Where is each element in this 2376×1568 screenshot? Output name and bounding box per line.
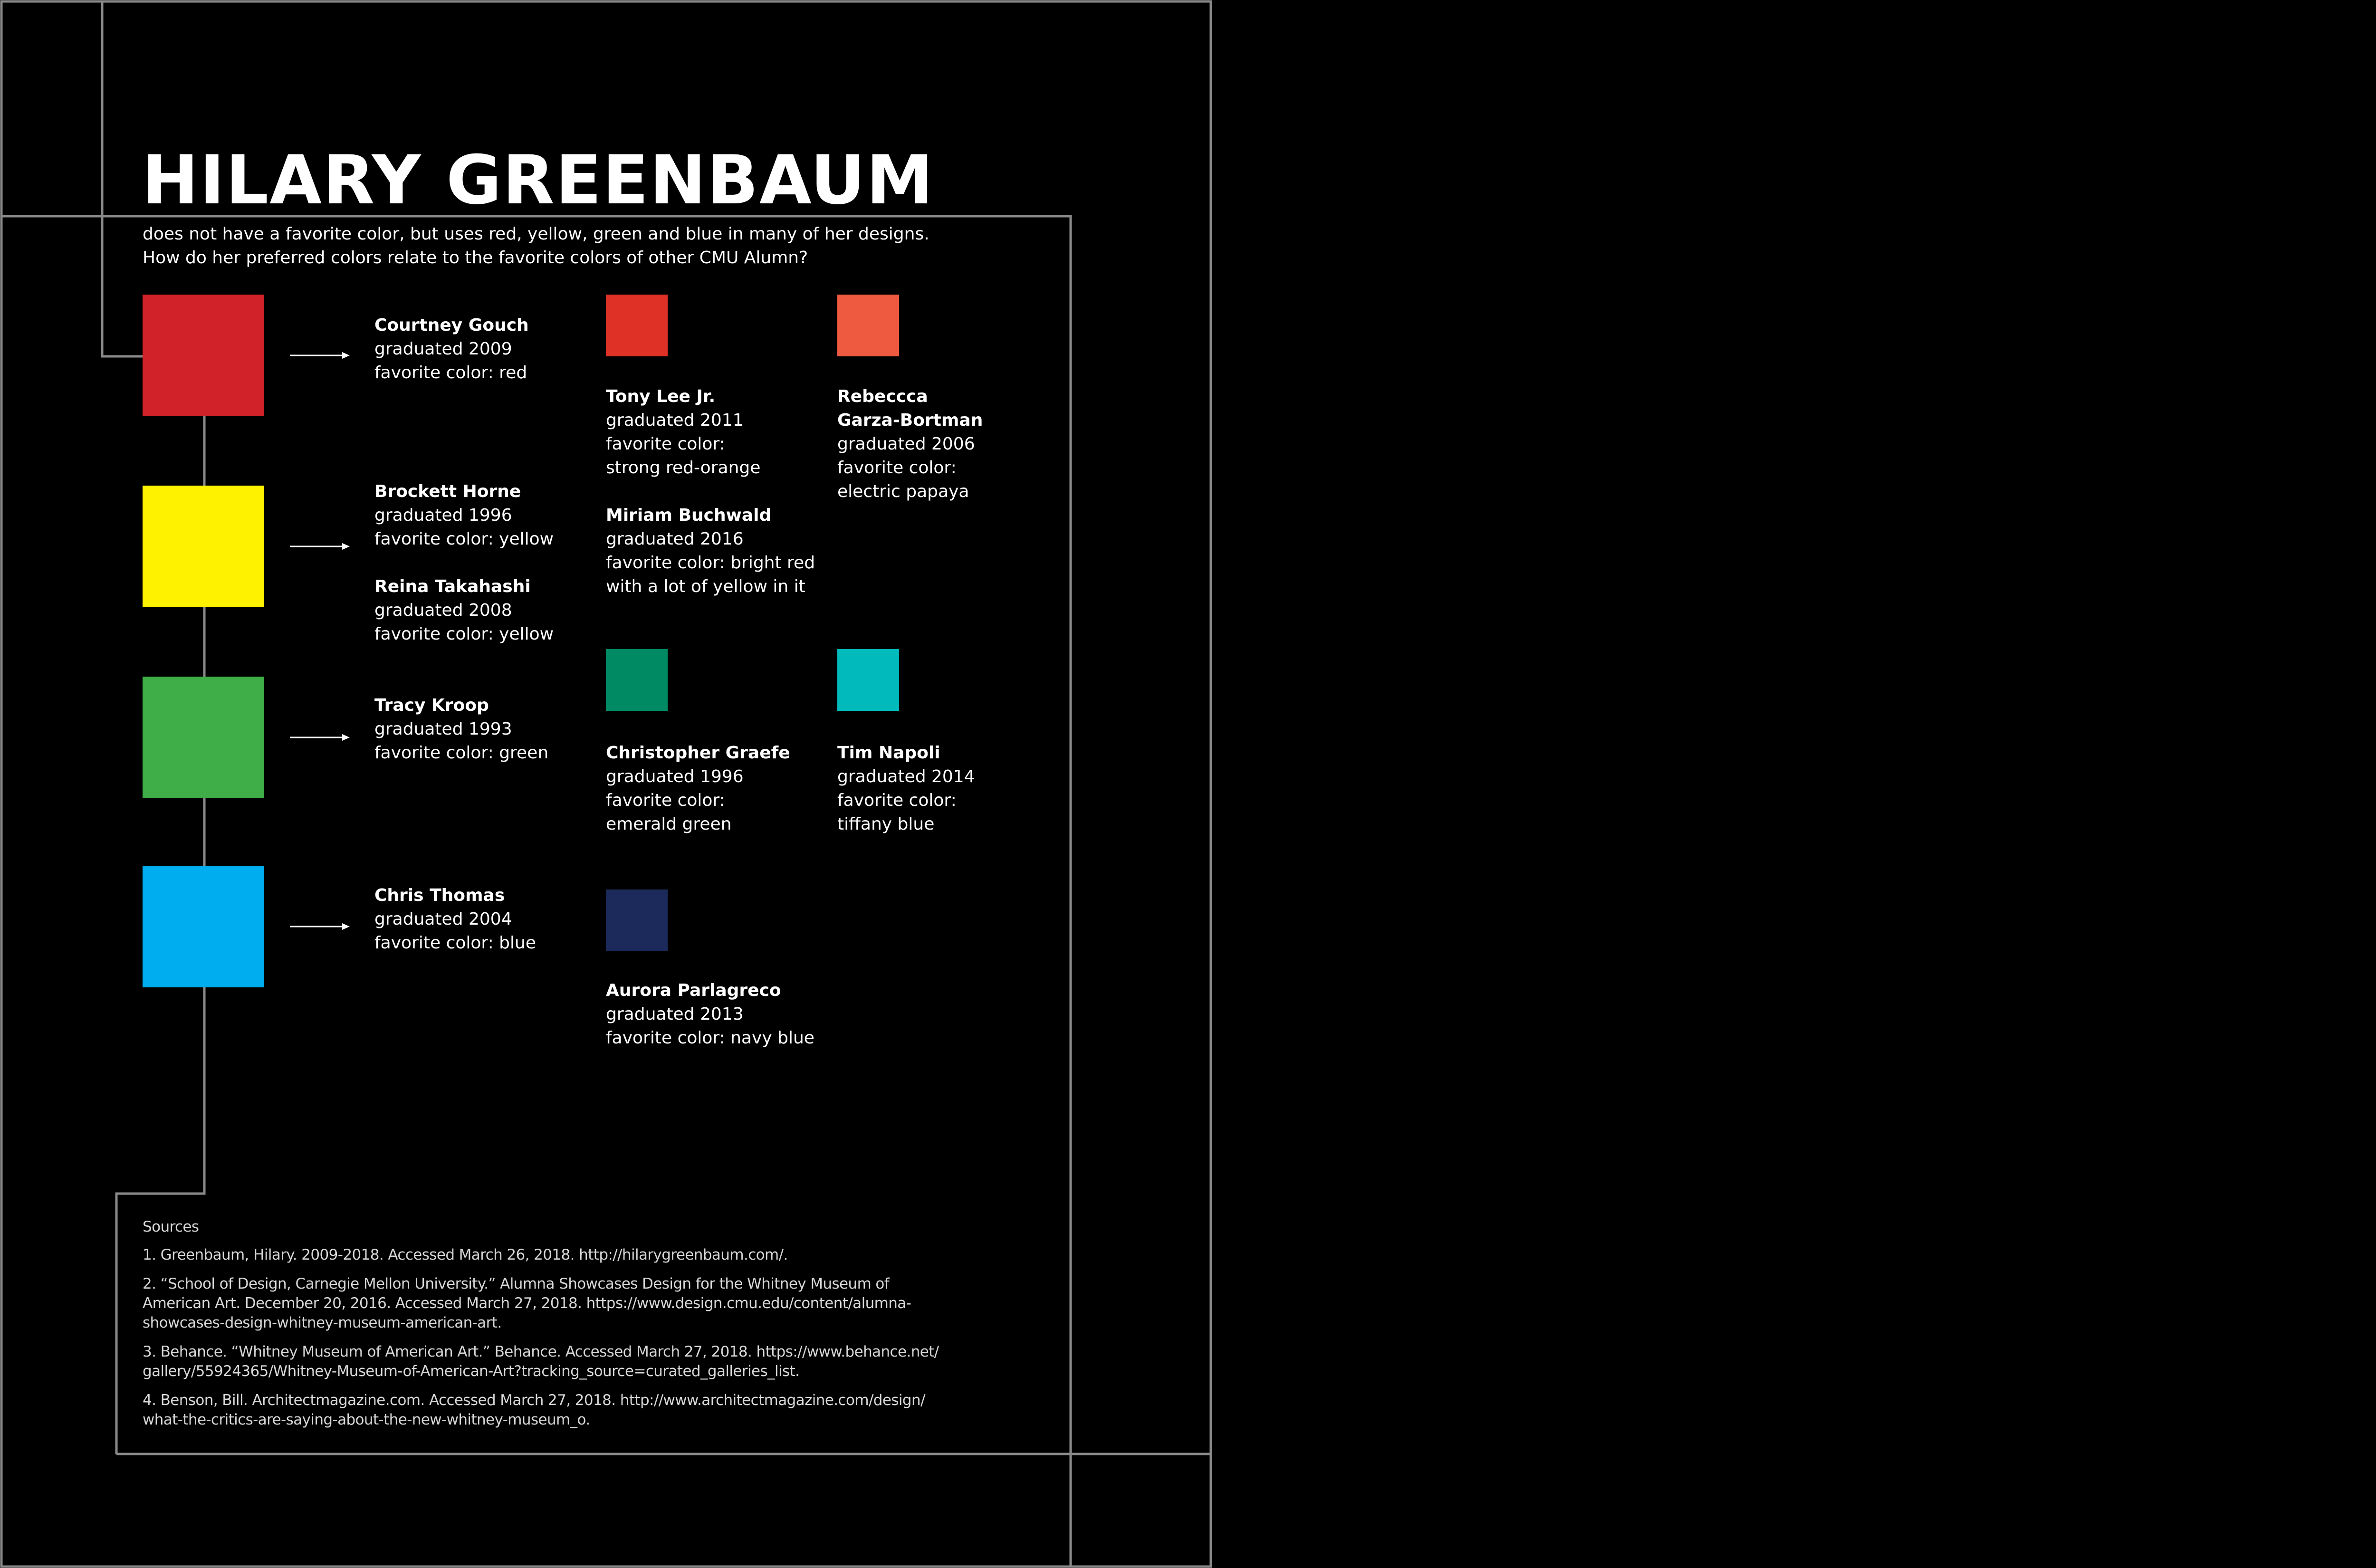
person-graduated: graduated 1996	[606, 767, 744, 786]
person-graduated: graduated 2006	[837, 434, 975, 454]
person-favorite-color: favorite color: red	[374, 363, 527, 382]
person-favorite-color: favorite color: navy blue	[606, 1028, 814, 1048]
alumni-entry	[606, 741, 790, 836]
person-entry	[374, 694, 548, 765]
person-name: Tim Napoli	[837, 743, 940, 763]
person-graduated: graduated 2011	[606, 411, 744, 430]
subtitle-line-2: How do her preferred colors relate to the favorite colors of other CMU Alumn?	[143, 248, 808, 268]
person-graduated: graduated 2013	[606, 1004, 744, 1024]
source-citation	[143, 1391, 960, 1430]
citation-line: 4. Benson, Bill. Architectmagazine.com. Accessed March 27, 2018. http://www.architectmagazine.com/design/	[143, 1392, 925, 1409]
person-favorite-color: favorite color: bright red	[606, 553, 815, 573]
person-name: Courtney Gouch	[374, 316, 529, 335]
person-favorite-color-value: strong red-orange	[606, 458, 761, 478]
alumni-entry	[837, 385, 983, 504]
page-title: HILARY GREENBAUM	[142, 141, 935, 220]
person-favorite-color: favorite color: yellow	[374, 529, 554, 549]
sources-section	[143, 1217, 960, 1439]
primary-swatch-red	[143, 295, 264, 416]
arrow-right-icon	[290, 922, 350, 931]
person-favorite-color-value: emerald green	[606, 814, 732, 834]
citation-line: what-the-critics-are-saying-about-the-new-whitney-museum_o.	[143, 1411, 590, 1428]
person-graduated: graduated 1993	[374, 719, 512, 739]
person-entry	[374, 884, 536, 955]
top-left-bracket	[102, 1, 143, 356]
alumni-swatch-emerald-green	[606, 649, 668, 711]
person-name: Brockett Horne	[374, 482, 521, 501]
arrow-right-icon	[290, 351, 350, 360]
primary-swatch-green	[143, 677, 264, 798]
person-graduated: graduated 2004	[374, 909, 512, 929]
alumni-swatch-tiffany-blue	[837, 649, 899, 711]
person-favorite-color-value: electric papaya	[837, 482, 969, 501]
person-graduated: graduated 2014	[837, 767, 975, 786]
citation-line: 2. “School of Design, Carnegie Mellon University.” Alumna Showcases Design for the Whitney Museum of	[143, 1275, 890, 1292]
person-entry	[374, 480, 554, 551]
page-subtitle	[143, 222, 929, 270]
person-favorite-color: favorite color:	[837, 458, 957, 478]
alumni-entry	[606, 385, 760, 480]
person-favorite-color: favorite color: green	[374, 743, 549, 763]
alumni-entry	[606, 979, 814, 1050]
person-name: Rebeccca	[837, 387, 928, 406]
person-name: Miriam Buchwald	[606, 506, 772, 525]
person-name: Reina Takahashi	[374, 577, 531, 596]
alumni-swatch-strong-red-orange	[606, 295, 668, 356]
person-entry	[374, 314, 529, 385]
person-name: Chris Thomas	[374, 886, 505, 905]
primary-swatch-blue	[143, 866, 264, 987]
person-graduated: graduated 2016	[606, 529, 744, 549]
person-favorite-color: favorite color:	[837, 791, 957, 810]
citation-line: 1. Greenbaum, Hilary. 2009-2018. Accessed March 26, 2018. http://hilarygreenbaum.com/.	[143, 1246, 788, 1263]
person-graduated: graduated 2008	[374, 601, 512, 620]
alumni-swatch-electric-papaya	[837, 295, 899, 356]
source-citation	[143, 1245, 960, 1265]
person-name: Aurora Parlagreco	[606, 981, 781, 1000]
primary-swatch-yellow	[143, 486, 264, 607]
person-favorite-color: favorite color:	[606, 791, 725, 810]
person-graduated: graduated 2009	[374, 339, 512, 359]
person-entry	[374, 575, 554, 646]
arrow-right-icon	[290, 733, 350, 742]
person-favorite-color: favorite color:	[606, 434, 725, 454]
sources-heading: Sources	[143, 1218, 199, 1235]
alumni-entry	[606, 504, 815, 599]
person-favorite-color: favorite color: yellow	[374, 624, 554, 644]
citation-line: gallery/55924365/Whitney-Museum-of-American-Art?tracking_source=curated_galleries_list.	[143, 1363, 800, 1380]
person-name-continued: Garza-Bortman	[837, 411, 983, 430]
source-citation	[143, 1342, 960, 1381]
person-favorite-color-value: with a lot of yellow in it	[606, 577, 805, 596]
subtitle-line-1: does not have a favorite color, but uses red, yellow, green and blue in many of her designs.	[143, 224, 929, 244]
alumni-entry	[837, 741, 975, 836]
citation-line: showcases-design-whitney-museum-american-art.	[143, 1314, 502, 1331]
person-name: Christopher Graefe	[606, 743, 790, 763]
arrow-right-icon	[290, 542, 350, 551]
citation-line: American Art. December 20, 2016. Accessed March 27, 2018. https://www.design.cmu.edu/content/alumna-	[143, 1295, 911, 1312]
person-favorite-color: favorite color: blue	[374, 933, 536, 953]
citation-line: 3. Behance. “Whitney Museum of American Art.” Behance. Accessed March 27, 2018. https://www.behance.net/	[143, 1343, 939, 1360]
source-citation	[143, 1274, 960, 1333]
alumni-swatch-navy-blue	[606, 889, 668, 951]
person-name: Tracy Kroop	[374, 696, 489, 715]
person-graduated: graduated 1996	[374, 506, 512, 525]
person-name: Tony Lee Jr.	[606, 387, 716, 406]
person-favorite-color-value: tiffany blue	[837, 814, 935, 834]
